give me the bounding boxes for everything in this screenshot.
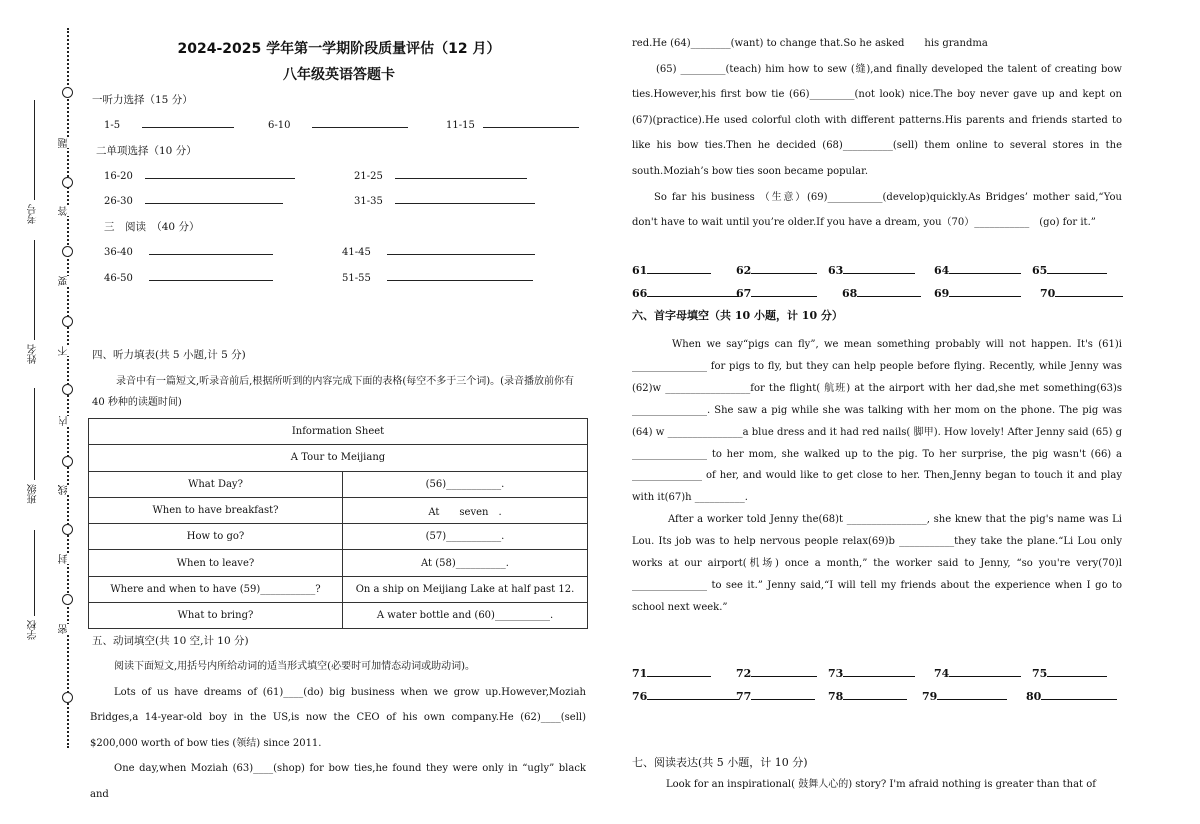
- section6-paragraph: When we say“pigs can fly”, we mean something probably will not happen. It's (61)i _______________ for pigs to fly, but they can help people before flying. Recently, while Jenny was (62)w _________________for the flight( 航班) at the airport with her dad,she met something(63)s _______________. She saw a pig while she was talking with her mom on the phone. The pig was (64) w _______________a blue dress and it had red nails( 脚甲). How lovely! After Jenny said (65) g _______________ to her mom, she walked up to the pig. To her surprise, the pig wasn't (66) a ______________ of her, and would like to get close to her. Then,Jenny began to touch it and play with it(67)h __________.: [632, 339, 1122, 504]
- section5-continued-line: red.He (64)________(want) to change that.So he asked his grandma: [632, 38, 988, 49]
- school-label: 学校: [28, 620, 39, 640]
- answer-range-26-30[interactable]: 26-30: [104, 194, 283, 207]
- seal-circle: [62, 384, 73, 395]
- class-line: [34, 388, 35, 480]
- table-row: When to leave? At (58)__________.: [89, 550, 588, 576]
- answer-blank-63[interactable]: 63: [828, 263, 915, 277]
- table-row: What to bring? A water bottle and (60)___________.: [89, 603, 588, 629]
- answer-range-41-45[interactable]: 41-45: [342, 245, 535, 258]
- section6-heading: 六、首字母填空（共 10 小题，计 10 分）: [632, 309, 843, 322]
- table-title: Information Sheet: [89, 419, 588, 445]
- section5-text: [90, 654, 586, 807]
- table-subtitle: A Tour to Meijiang: [89, 445, 588, 471]
- seal-circle: [62, 692, 73, 703]
- seal-char: 要: [59, 276, 75, 286]
- seal-circle: [62, 316, 73, 327]
- answer-range-46-50[interactable]: 46-50: [104, 271, 273, 284]
- table-row: How to go? (57)___________.: [89, 524, 588, 550]
- name-field[interactable]: [26, 240, 42, 364]
- seal-char: 封: [59, 554, 75, 564]
- answer-range-16-20[interactable]: 16-20: [104, 169, 295, 182]
- answer-range-1-5[interactable]: 1-5: [104, 118, 234, 131]
- answer-range-11-15[interactable]: 11-15: [446, 118, 579, 131]
- table-row: When to have breakfast? At seven .: [89, 497, 588, 523]
- answer-blank-71[interactable]: 71: [632, 666, 711, 680]
- answer-blank-74[interactable]: 74: [934, 666, 1021, 680]
- section3-heading: 三 阅读 （40 分）: [104, 221, 200, 233]
- page-subtitle: 八年级英语答题卡: [283, 67, 395, 83]
- seal-circle: [62, 246, 73, 257]
- answer-blank-79[interactable]: 79: [922, 689, 1007, 703]
- answer-cell-58[interactable]: At (58)__________.: [343, 550, 588, 576]
- exam-number-label: 考号: [28, 204, 39, 224]
- exam-number-field[interactable]: [26, 100, 42, 224]
- exam-number-line: [34, 100, 35, 200]
- answer-blank-75[interactable]: 75: [1032, 666, 1107, 680]
- right-column: [630, 0, 1124, 824]
- name-label: 姓名: [28, 344, 39, 364]
- page-title: 2024-2025 学年第一学期阶段质量评估（12 月）: [177, 41, 501, 57]
- answer-range-31-35[interactable]: 31-35: [354, 194, 535, 207]
- table-row: What Day? (56)___________.: [89, 471, 588, 497]
- section5-continued: [632, 31, 1122, 236]
- section7-paragraph: Look for an inspirational( 鼓舞人心的) story? I'm afraid nothing is greater than that of: [666, 779, 1096, 790]
- section5-paragraph: One day,when Moziah (63)____(shop) for bow ties,he found they were only in “ugly” black and: [90, 763, 586, 800]
- school-field[interactable]: [26, 530, 42, 640]
- seal-char: 密: [59, 624, 75, 634]
- seal-circle: [62, 456, 73, 467]
- answer-blank-64[interactable]: 64: [934, 263, 1021, 277]
- seal-circle: [62, 87, 73, 98]
- table-row: Where and when to have (59)___________? On a ship on Meijiang Lake at half past 12.: [89, 576, 588, 602]
- answer-blank-72[interactable]: 72: [736, 666, 817, 680]
- answer-cell-56[interactable]: (56)___________.: [343, 471, 588, 497]
- answer-blank-62[interactable]: 62: [736, 263, 817, 277]
- section6-paragraph: After a worker told Jenny the(68)t ________________, she knew that the pig's name was Li Lou. Its job was to help nervous people relax(69)b ___________they take the plane.“Li Lou only works at our airport(机场) once a month,” the worker said to Jenny, “so you're very(70)l _______________ to see it.” Jenny said,“I will tell my friends about the experience when I go to school next week.”: [632, 514, 1122, 613]
- section7-heading: 七、阅读表达(共 5 小题，计 10 分): [632, 756, 808, 769]
- answer-blank-69[interactable]: 69: [934, 286, 1021, 300]
- answer-blank-73[interactable]: 73: [828, 666, 915, 680]
- answer-range-21-25[interactable]: 21-25: [354, 169, 527, 182]
- binding-margin: [0, 0, 90, 824]
- class-label: 班级: [28, 484, 39, 504]
- section5-paragraph: (65) _________(teach) him how to sew (缝),and finally developed the talent of creating bow ties.However,his first bow tie (66)_________(not look) nice.The boy never gave up and kept on (67)(practice).He used colorful cloth with different patterns.His parents and friends started to like his bow ties.Then he decided (68)__________(sell) them online to several stores in the south.Moziah’s bow ties soon became popular.: [632, 63, 1122, 177]
- answer-blank-65[interactable]: 65: [1032, 263, 1107, 277]
- answer-blank-68[interactable]: 68: [842, 286, 921, 300]
- seal-char: 线: [59, 485, 75, 495]
- section5-instruction: 阅读下面短文,用括号内所给动词的适当形式填空(必要时可加情态动词或助动词)。: [114, 661, 475, 672]
- section5-heading: 五、动词填空(共 10 空,计 10 分): [92, 635, 249, 647]
- answer-blank-67[interactable]: 67: [736, 286, 817, 300]
- seal-circle: [62, 594, 73, 605]
- information-sheet-table: [88, 418, 588, 629]
- left-column: [88, 0, 590, 824]
- answer-blank-66[interactable]: 66: [632, 286, 739, 300]
- section5-paragraph: So far his business （生意）(69)___________(develop)quickly.As Bridges’ mother said,“You don't have to wait until you’re older.If you have a dream, you（70）___________ (go) for it.”: [632, 191, 1122, 229]
- answer-blank-61[interactable]: 61: [632, 263, 711, 277]
- section2-heading: 二单项选择（10 分）: [96, 145, 197, 157]
- seal-circle: [62, 524, 73, 535]
- answer-blank-77[interactable]: 77: [736, 689, 815, 703]
- section6-text: [632, 334, 1122, 619]
- seal-circle: [62, 177, 73, 188]
- seal-char: 内: [59, 416, 75, 426]
- section1-heading: 一听力选择（15 分）: [92, 94, 193, 106]
- answer-blank-78[interactable]: 78: [828, 689, 907, 703]
- seal-char: 不: [59, 346, 75, 356]
- section4-instruction: 录音中有一篇短文,听录音前后,根据所听到的内容完成下面的表格(每空不多于三个词)。(录音播放前你有 40 秒种的读题时间): [92, 376, 575, 408]
- answer-blank-70[interactable]: 70: [1040, 286, 1123, 300]
- seal-char: 答: [59, 206, 75, 216]
- class-field[interactable]: [26, 388, 42, 504]
- answer-range-51-55[interactable]: 51-55: [342, 271, 533, 284]
- answer-cell-60[interactable]: A water bottle and (60)___________.: [343, 603, 588, 629]
- answer-range-36-40[interactable]: 36-40: [104, 245, 273, 258]
- section5-paragraph: Lots of us have dreams of (61)____(do) big business when we grow up.However,Moziah Bridges,a 14-year-old boy in the US,is now the CEO of his own company.He (62)____(sell) $200,000 worth of bow ties (领结) since 2011.: [90, 686, 586, 749]
- answer-blank-80[interactable]: 80: [1026, 689, 1117, 703]
- section4-heading: 四、听力填表(共 5 小题,计 5 分): [92, 349, 246, 361]
- answer-blank-76[interactable]: 76: [632, 689, 739, 703]
- name-line: [34, 240, 35, 340]
- seal-char: 题: [59, 138, 75, 148]
- answer-cell-57[interactable]: (57)___________.: [343, 524, 588, 550]
- answer-range-6-10[interactable]: 6-10: [268, 118, 408, 131]
- school-line: [34, 530, 35, 616]
- answer-cell-59[interactable]: Where and when to have (59)___________?: [89, 576, 343, 602]
